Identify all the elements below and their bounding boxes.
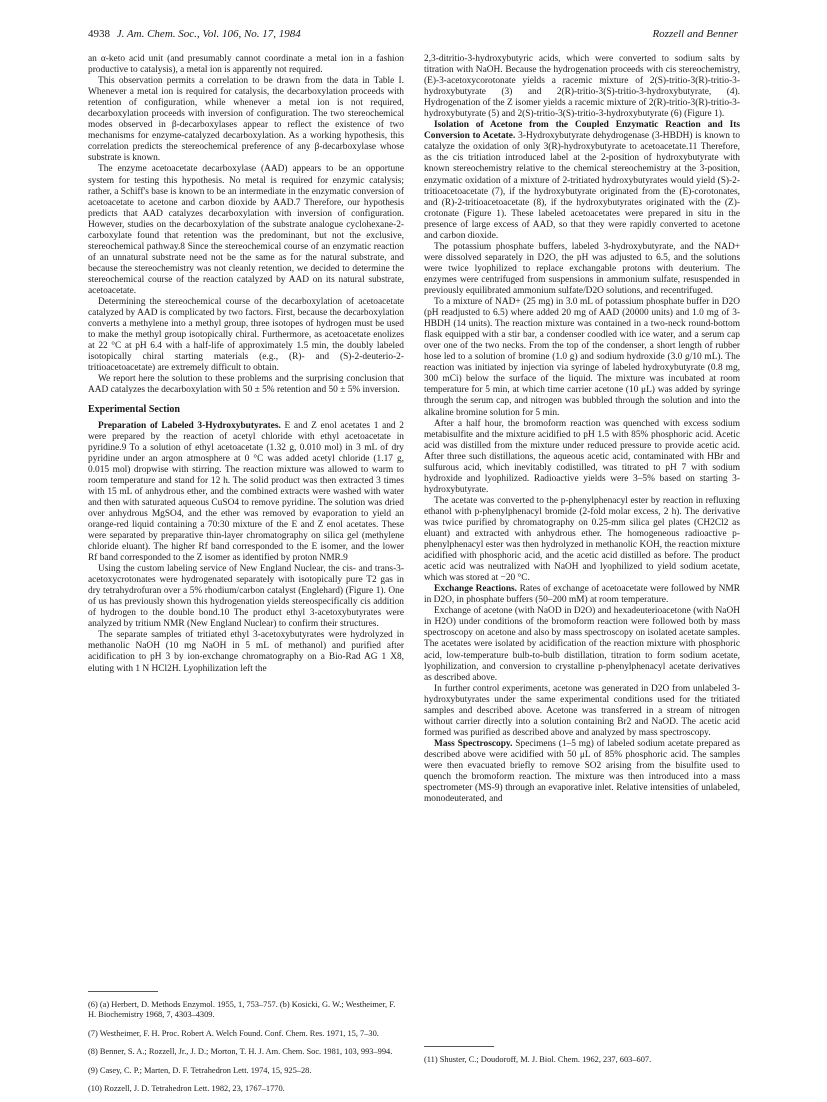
body-paragraph: an α-keto acid unit (and presumably cannot coordinate a metal ion in a fashion productive to catalysis), a metal ion is apparently not required. [88, 54, 404, 76]
body-paragraph: 2,3-ditritio-3-hydroxybutyric acids, which were converted to sodium salts by titration with NaOH. Because the hydrogenation proceeds with cis stereochemistry, (E)-3-acetoxycorotonate yields a racemic mixture of 2(S)-tritio-3(R)-tritio-3-hydroxybutyrate (3) and 2(R)-tritio-3(S)-tritio-3-hydroxybutyrate, (4). Hydrogenation of the Z isomer yields a racemic mixture of 2(R)-tritio-3(R)-tritio-3-hydroxybutyrate (5) and 2(S)-tritio-3(S)-tritio-3-hydroxybutyrate (6) (Figure 1). [424, 54, 740, 120]
reference-entry: (8) Benner, S. A.; Rozzell, Jr., J. D.; Morton, T. H. J. Am. Chem. Soc. 1981, 103, 993–994. [88, 1047, 393, 1057]
footnotes-right [424, 1040, 740, 1074]
reference-entry: (7) Westheimer, F. H. Proc. Robert A. Welch Found. Conf. Chem. Res. 1971, 15, 7–30. [88, 1028, 379, 1038]
run-in-heading: Preparation of Labeled 3-Hydroxybutyrates. [98, 420, 281, 431]
run-in-heading: Isolation of Acetone from the Coupled Enzymatic Reaction and Its Conversion to Acetate. [424, 120, 740, 142]
experimental-paragraph: Using the custom labeling service of New England Nuclear, the cis- and trans-3-acetoxycrotonates were hydrogenated separately with isotopically pure T2 gas in dry tetrahydrofuran over a 5% rhodium/carbon catalyst (Englehard) (Figure 1). One of us has previously shown this hydrogenation yields stereospecifically cis addition of hydrogen to the double bond.10 The product ethyl 3-acetoxybutyrates were analyzed by tritium NMR (New England Nuclear) to confirm their structures. [88, 564, 404, 630]
body-paragraph: This observation permits a correlation to be drawn from the data in Table I. Whenever a metal ion is required for catalysis, the decarboxylation proceeds with retention of configuration, while whenever a metal ion is not required, decarboxylation proceeds with inversion of configuration. The two stereochemical modes observed in β-decarboxylases appear to reflect the existence of two mechanisms for enzyme-catalyzed decarboxylation. As a working hypothesis, this correlation predicts the stereochemical preference of any β-decarboxylase whose substrate is known. [88, 76, 404, 164]
footnote-rule [88, 991, 158, 992]
body-paragraph [424, 584, 740, 606]
reference-entry: (9) Casey, C. P.; Marten, D. F. Tetrahedron Lett. 1974, 15, 925–28. [88, 1065, 312, 1075]
header-left [88, 28, 301, 42]
paragraph-text: E and Z enol acetates 1 and 2 were prepared by the reaction of acetyl chloride with ethyl acetoacetate in pyridine.9 To a solution of ethyl acetoacetate (1.32 g, 0.010 mol) in 3 mL of dry pyridine under an argon atmosphere at 0 °C was added acetyl chloride (1.17 g, 0.015 mol) dropwise with stirring. The reaction mixture was allowed to warm to room temperature and stand for 12 h. The solid product was then extracted 3 times with 15 mL of anhydrous ether, and the combined extracts were washed with water and then with saturated aqueous CuSO4 to remove pyridine. The solution was dried over anhydrous MgSO4, and the ether was removed by evaporation to yield an orange-red liquid containing a 70:30 mixture of the E and Z enol acetates. These were separated by preparative thin-layer chromatography on silica gel (methylene chloride eluant). The higher Rf band corresponded to the E isomer, and the lower Rf band corresponded to the Z isomer as identified by proton NMR.9 [88, 420, 404, 564]
journal-citation: J. Am. Chem. Soc., Vol. 106, No. 17, 1984 [116, 28, 301, 40]
experimental-paragraph: The separate samples of tritiated ethyl 3-acetoxybutyrates were hydrolyzed in methanolic NaOH (10 mg NaOH in 5 mL of methanol) and purified after acidification to pH 3 by ion-exchange chromatography on a Bio-Rad AG 1 X8, eluting with 1 N HCl2H. Lyophilization left the [88, 630, 404, 674]
body-paragraph: The potassium phosphate buffers, labeled 3-hydroxybutyrate, and the NAD+ were dissolved separately in D2O, the pH was adjusted to 6.5, and the solutions were twice lyophilized to replace exchangable protons with deuterium. The enzymes were centrifuged from suspensions in ammonium sulfate, resuspended in previously equilibrated ammonium sulfate/D2O solutions, and recentrifuged. [424, 241, 740, 296]
paragraph-text: 3-Hydroxybutyrate dehydrogenase (3-HBDH) is known to catalyze the oxidation of only 3(R)-hydroxybutyrate to acetoacetate.11 Therefore, as the cis tritiation introduced label at the 2-position of hydroxybutyrate with known stereochemistry relative to the chemical stereochemistry at the 3-position, enzymatic oxidation of a mixture of 2-tritiated hydroxybutyrates would yield (S)-2-tritioacetoacetate (7), if the hydroxybutyrate originated from the (E)-corotonates, and (R)-2-tritioacetoacetate (8), if the hydroxybutyrates originated with the (Z)-crotonate (Figure 1). These labeled acetoacetates were prepared in situ in the presence of large excess of AAD, so that they were rapidly converted to acetone and carbon dioxide. [424, 131, 741, 241]
body-paragraph: To a mixture of NAD+ (25 mg) in 3.0 mL of potassium phosphate buffer in D2O (pH readjusted to 6.5) where added 20 mg of AAD (20000 units) and 1.0 mg of 3-HBDH (14 units). The reaction mixture was contained in a two-neck round-bottom flask equipped with a stir bar, a condenser coodled with ice water, and a serum cap over one of the two necks. From the top of the condenser, a short length of rubber hose led to a solution of bromine (1.0 g) and sodium hydroxide (3.0 g/10 mL). The reaction was initiated by injection via syringe of labeled hydroxybutyrate (0.8 mg, 300 mCi) below the surface of the liquid. The mixture was incubated at room temperature for 5 min, at which time carrier acetone (10 μL) was added by syringe through the serum cap, and nitrogen was bubbled through the solution and into the alkaline bromine solution for 5 min. [424, 297, 740, 418]
reference-entry: (10) Rozzell, J. D. Tetrahedron Lett. 1982, 23, 1767–1770. [88, 1083, 285, 1093]
body-paragraph: In further control experiments, acetone was generated in D2O from unlabeled 3-hydroxybutyrates under the same experimental conditions used for the tritiated samples and described above. Acetone was transferred in a stream of nitrogen without carrier directly into a solution containing Br2 and NaOD. The acetic acid formed was purified as described above and analyzed by mass spectroscopy. [424, 683, 740, 738]
body-paragraph: After a half hour, the bromoform reaction was quenched with excess sodium metabisulfite and the mixture acidified to pH 1.5 with 85% phosphoric acid. Acetic acid was distilled from the mixture under reduced pressure to provide acetic acid. After three such distillations, the aqueous acetic acid, contaminated with HBr and sulfurous acid, which inevitably codistilled, was titrated to pH 7 with sodium hydroxide and lyophilized. Radioactive yields were 3–5% based on starting 3-hydroxybutyrate. [424, 418, 740, 495]
left-column [88, 54, 404, 675]
right-column [424, 54, 740, 805]
section-heading: Experimental Section [88, 404, 180, 416]
body-paragraph: Determining the stereochemical course of the decarboxylation of acetoacetate catalyzed by AAD is complicated by two factors. First, because the decarboxylation converts a methylene into a methyl group, three isotopes of hydrogen must be used to make the methyl group isotopically chiral. Furthermore, as acetoacetate enolizes at 22 °C at pH 6.4 with a half-life of approximately 1.5 min, the doubly labeled isotopically chiral starting materials (e.g., (R)- and (S)-2-deuterio-2-tritioacetoacetate) are extremely difficult to obtain. [88, 297, 404, 374]
run-in-heading: Mass Spectroscopy. [434, 738, 513, 749]
body-paragraph [424, 120, 740, 242]
footnote-rule [424, 1046, 494, 1047]
footnotes-left [88, 985, 404, 1102]
run-in-heading: Exchange Reactions. [434, 584, 518, 595]
page-number: 4938 [88, 28, 110, 40]
body-paragraph: The acetate was converted to the p-phenylphenacyl ester by reaction in refluxing ethanol with p-phenylphenacyl bromide (2-fold molar excess, 2 h). The derivative was twice purified by chromatography on 0.25-mm silica gel plates (CH2Cl2 as eluant) and extracted with anhydrous ether. The homogeneous radioactive p-phenylphenacyl ester was then hydrolyzed in methanolic KOH, the reaction mixture acidified with phosphoric acid, and the acetic acid distilled as before. The product acetic acid was neutralized with NaOH and lyophilized to yield sodium acetate, which was stored at −20 °C. [424, 495, 740, 584]
body-paragraph: The enzyme acetoacetate decarboxylase (AAD) appears to be an opportune system for testing this hypothesis. No metal is required for enzymic catalysis; rather, a Schiff's base is known to be an intermediate in the enzymatic conversion of acetoacetate to acetone and carbon dioxide by AAD.7 Therefore, our hypothesis predicts that AAD catalyzes decarboxylation with inversion of configuration. However, studies on the decarboxylation of the substrate analogue cyclohexane-2-carboxylate found that retention was the predominant, but not the exclusive, stereochemical pathway.8 Since the stereochemical course of an enzymatic reaction of an unnatural substrate need not be the same as for the natural substrate, and because the stereochemistry was not cleanly retention, we decided to determine the stereochemical course of the reaction catalyzed by AAD on its natural substrate, acetoacetate. [88, 164, 404, 296]
paragraph-text: Rates of exchange of acetoacetate were followed by NMR in D2O, in phosphate buffers (50–200 mM) at room temperature. [424, 584, 740, 606]
experimental-paragraph [88, 421, 404, 565]
body-paragraph: We report here the solution to these problems and the surprising conclusion that AAD catalyzes the decarboxylation with 50 ± 5% retention and 50 ± 5% inversion. [88, 374, 404, 396]
header-authors: Rozzell and Benner [652, 28, 738, 40]
paragraph-text: Specimens (1–5 mg) of labeled sodium acetate prepared as described above were acidified with 50 μL of 85% phosphoric acid. The samples were then evacuated briefly to remove SO2 arising from the bisulfite used to quench the bromoform reaction. The mixture was then introduced into a mass spectrometer (MS-9) through an evaporative inlet. Relative intensities of unlabeled, monodeuterated, and [424, 738, 740, 805]
body-paragraph: Exchange of acetone (with NaOD in D2O) and hexadeuterioacetone (with NaOH in H2O) under conditions of the bromoform reaction were followed both by mass spectroscopy on acetone and also by mass spectroscopy on isolated acetate samples. The acetates were isolated by acidification of the reaction mixture with phosphoric acid, low-temperature bulb-to-bulb distillation, titration to form sodium acetate, lyophilization, and conversion to crystalline p-phenylphenacyl acetate derivatives as described above. [424, 606, 740, 683]
reference-entry: (11) Shuster, C.; Doudoroff, M. J. Biol. Chem. 1962, 237, 603–607. [424, 1055, 652, 1065]
running-header [88, 28, 738, 42]
reference-entry: (6) (a) Herbert, D. Methods Enzymol. 1955, 1, 753–757. (b) Kosicki, G. W.; Westheimer, F. H. Biochemistry 1968, 7, 4303–4309. [88, 1000, 396, 1020]
body-paragraph [424, 739, 740, 805]
